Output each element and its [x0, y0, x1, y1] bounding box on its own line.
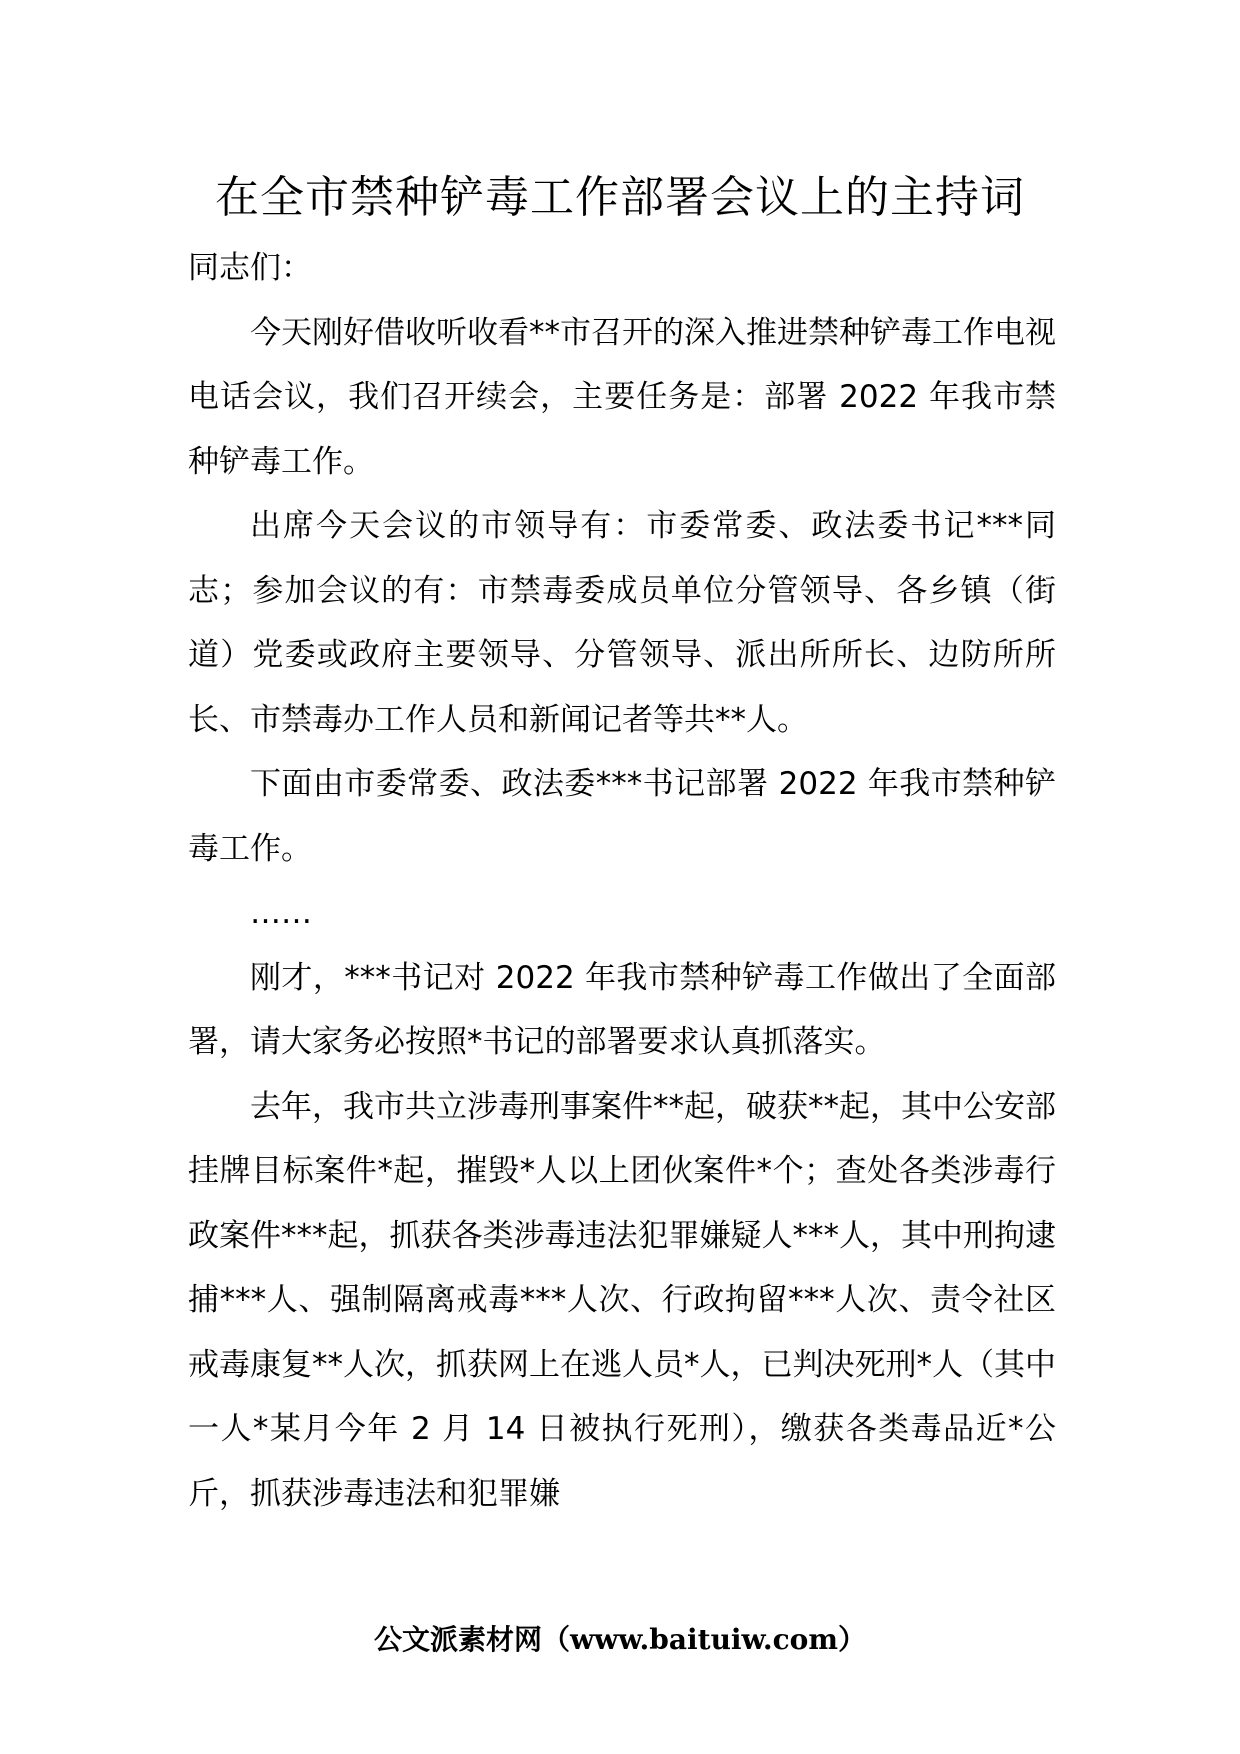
paragraph-statistics: 去年，我市共立涉毒刑事案件**起，破获**起，其中公安部挂牌目标案件*起，摧毁*人以上团伙案件*个；查处各类涉毒行政案件***起，抓获各类涉毒违法犯罪嫌疑人***人，其中刑拘逮捕***人、强制隔离戒毒***人次、行政拘留***人次、责令社区戒毒康复**人次，抓获网上在逃人员*人，已判决死刑*人（其中一人*某月今年 2 月 14 日被执行死刑），缴获各类毒品近*公斤，抓获涉毒违法和犯罪嫌	[188, 1088, 1056, 1512]
greeting: 同志们：	[188, 250, 312, 286]
paragraph-summary: 刚才，***书记对 2022 年我市禁种铲毒工作做出了全面部署，请大家务必按照*书记的部署要求认真抓落实。	[188, 959, 1056, 1060]
paragraph-ellipsis: ……	[250, 895, 312, 931]
paragraph-next-speaker: 下面由市委常委、政法委***书记部署 2022 年我市禁种铲毒工作。	[188, 766, 1056, 867]
footer-watermark: 公文派素材网（www.baituiw.com）	[374, 1623, 866, 1656]
paragraph-attendees: 出席今天会议的市领导有：市委常委、政法委书记***同志；参加会议的有：市禁毒委成员单位分管领导、各乡镇（街道）党委或政府主要领导、分管领导、派出所所长、边防所所长、市禁毒办工作人员和新闻记者等共**人。	[188, 508, 1056, 738]
document-body	[188, 236, 1056, 1526]
document-title: 在全市禁种铲毒工作部署会议上的主持词	[215, 172, 1025, 223]
paragraph-intro: 今天刚好借收听收看**市召开的深入推进禁种铲毒工作电视电话会议，我们召开续会，主要任务是：部署 2022 年我市禁种铲毒工作。	[188, 314, 1056, 480]
